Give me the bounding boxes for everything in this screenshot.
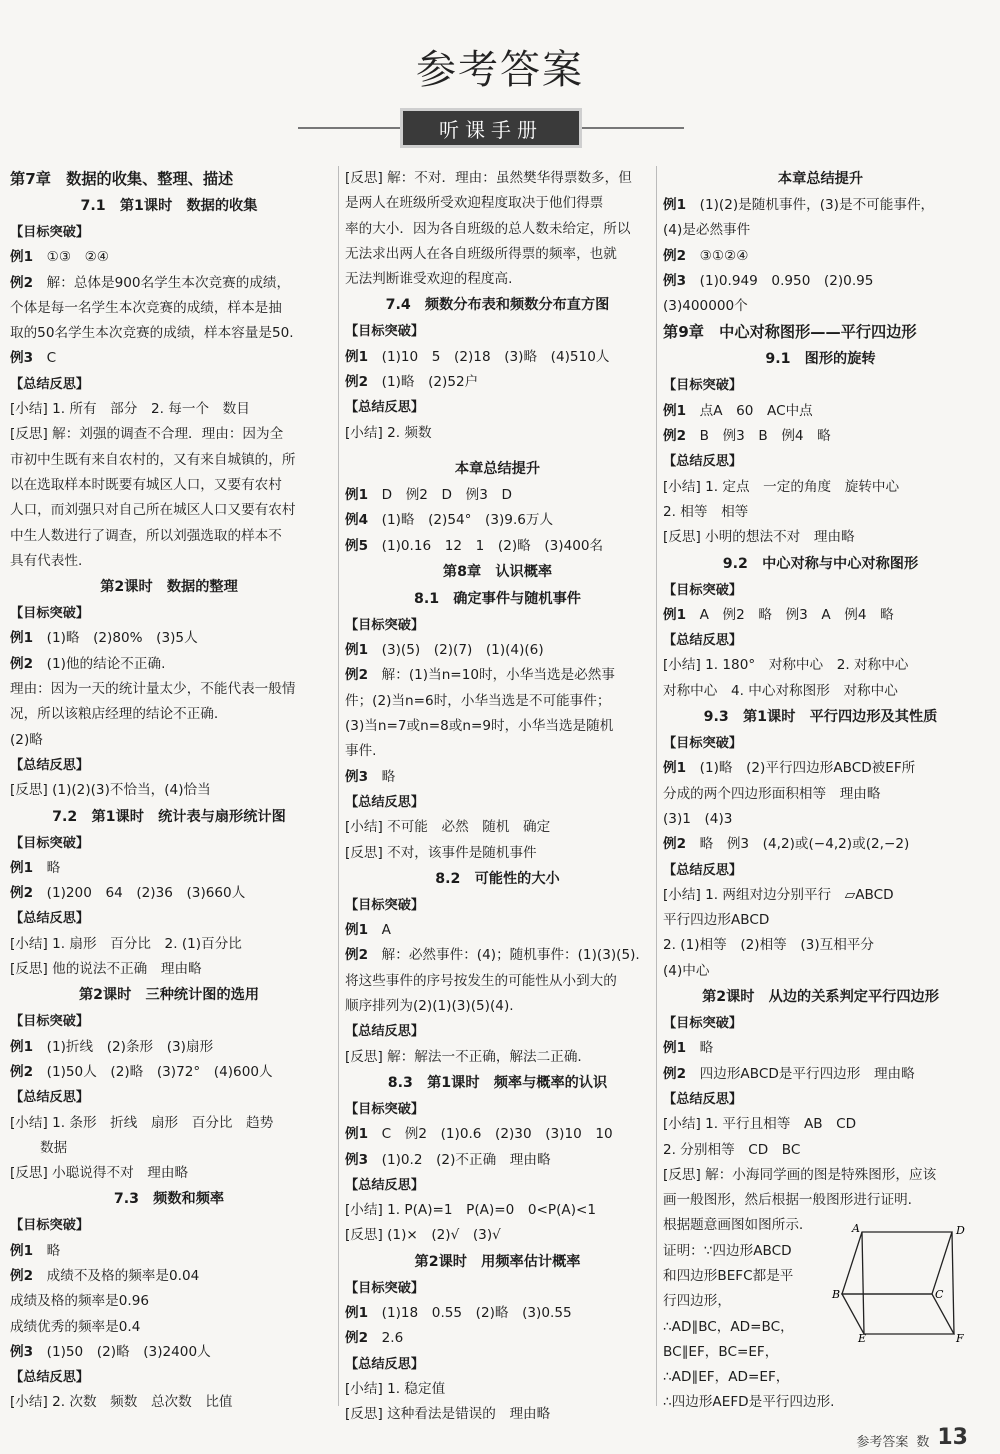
example-line bbox=[345, 1326, 650, 1351]
example-answer: (1)50 (2)略 (3)2400人 bbox=[46, 1343, 211, 1360]
example-line bbox=[10, 1340, 328, 1365]
section-heading: 第2课时 数据的整理 bbox=[100, 579, 238, 596]
answer-line: [小结] 1. 所有 部分 2. 每一个 数目 bbox=[10, 401, 250, 418]
example-answer: 略 bbox=[699, 1040, 714, 1057]
example-line bbox=[345, 638, 650, 663]
section-heading: 第2课时 从边的关系判定平行四边形 bbox=[702, 989, 939, 1006]
answer-line: [小结] 1. 扇形 百分比 2. (1)百分比 bbox=[10, 935, 242, 952]
example-line bbox=[663, 424, 978, 449]
section-heading: 8.1 确定事件与随机事件 bbox=[413, 590, 581, 607]
example-label: 例1 bbox=[10, 1038, 34, 1055]
example-answer: A bbox=[381, 922, 391, 939]
example-line bbox=[345, 663, 650, 688]
example-answer: (1)略 (2)52户 bbox=[381, 374, 479, 391]
section-tag: 【总结反思】 bbox=[10, 911, 90, 927]
example-label: 例1 bbox=[345, 1126, 369, 1143]
example-label: 例2 bbox=[663, 836, 687, 853]
example-answer: (1)略 (2)54° (3)9.6万人 bbox=[381, 512, 554, 529]
example-answer: B 例3 B 例4 略 bbox=[699, 428, 831, 445]
example-label: 例1 bbox=[10, 249, 34, 266]
answer-line: 证明：∵四边形ABCD bbox=[663, 1242, 792, 1259]
example-line bbox=[663, 399, 978, 424]
section-tag: 【目标突破】 bbox=[10, 1218, 90, 1234]
section-tag: 【目标突破】 bbox=[663, 736, 743, 752]
example-label: 例3 bbox=[345, 1151, 369, 1168]
label-e: E bbox=[858, 1332, 867, 1345]
answer-line: (3)1 (4)3 bbox=[663, 810, 733, 827]
section-tag: 【总结反思】 bbox=[10, 1090, 90, 1106]
answer-line: [小结] 2. 频数 bbox=[345, 424, 432, 441]
example-answer: 略 bbox=[381, 768, 396, 785]
label-f: F bbox=[956, 1332, 964, 1345]
example-label: 例1 bbox=[10, 630, 34, 647]
example-line bbox=[663, 269, 978, 294]
example-label: 例4 bbox=[345, 512, 369, 529]
answer-line: 2. 分别相等 CD BC bbox=[663, 1141, 801, 1158]
section-heading: 9.3 第1课时 平行四边形及其性质 bbox=[703, 709, 938, 726]
section-tag: 【目标突破】 bbox=[10, 225, 90, 240]
example-label: 例2 bbox=[345, 1330, 369, 1347]
answer-line: 根据题意画图如图所示. bbox=[663, 1217, 804, 1234]
example-answer: (1)0.16 12 1 (2)略 (3)400名 bbox=[381, 537, 604, 554]
example-label: 例2 bbox=[345, 947, 369, 964]
banner-rule-right bbox=[582, 127, 684, 129]
example-label: 例5 bbox=[345, 537, 369, 554]
example-label: 例2 bbox=[10, 1063, 34, 1080]
answer-line: [反思] 解：刘强的调查不合理．理由：因为全 bbox=[10, 426, 284, 443]
answer-line: ∴四边形AEFD是平行四边形. bbox=[663, 1394, 835, 1411]
section-tag: 【总结反思】 bbox=[663, 1091, 743, 1107]
example-answer: C bbox=[46, 350, 57, 367]
section-tag: 【目标突破】 bbox=[663, 378, 743, 394]
section-heading: 8.2 可能性的大小 bbox=[435, 870, 560, 887]
page-title: 参考答案 bbox=[416, 47, 584, 93]
example-answer: 略 bbox=[46, 859, 61, 876]
answer-line: 行四边形， bbox=[663, 1293, 731, 1310]
section-heading: 本章总结提升 bbox=[454, 460, 541, 477]
example-label: 例2 bbox=[10, 1267, 34, 1284]
example-label: 例3 bbox=[10, 350, 34, 367]
answer-column-1 bbox=[10, 166, 328, 1411]
answer-line: 率的大小．因为各自班级的总人数未给定，所以 bbox=[345, 220, 631, 237]
answer-line: [小结] 1. P(A)=1 P(A)=0 0<P(A)<1 bbox=[345, 1202, 597, 1219]
example-label: 例2 bbox=[345, 667, 369, 684]
section-banner: 听课手册 bbox=[400, 108, 582, 148]
example-label: 例1 bbox=[10, 1242, 34, 1259]
answer-line: ∴AD∥EF，AD=EF， bbox=[663, 1369, 790, 1386]
example-line bbox=[10, 1060, 328, 1085]
example-label: 例1 bbox=[345, 922, 369, 939]
example-answer: 略 例3 (4,2)或(−4,2)或(2,−2) bbox=[699, 836, 910, 853]
spacer bbox=[345, 446, 650, 456]
example-answer: 2.6 bbox=[381, 1330, 404, 1347]
answer-line: (3)当n=7或n=8或n=9时，小华当选是随机 bbox=[345, 718, 614, 735]
example-line bbox=[345, 370, 650, 395]
example-line bbox=[663, 1036, 978, 1061]
banner-rule-left bbox=[298, 127, 400, 129]
example-line bbox=[663, 603, 978, 628]
answer-line: 成绩优秀的频率是0.4 bbox=[10, 1318, 141, 1335]
example-answer: (1)0.949 0.950 (2)0.95 bbox=[699, 272, 874, 289]
answer-line: [小结] 1. 平行且相等 AB CD bbox=[663, 1116, 857, 1133]
example-label: 例3 bbox=[663, 272, 687, 289]
example-answer: (1)200 64 (2)36 (3)660人 bbox=[46, 885, 246, 902]
example-answer: ③①②④ bbox=[699, 247, 749, 264]
answer-line: [反思] 小明的想法不对 理由略 bbox=[663, 529, 855, 546]
section-tag: 【目标突破】 bbox=[663, 1016, 743, 1032]
example-label: 例3 bbox=[10, 1343, 34, 1360]
example-line bbox=[663, 244, 978, 269]
example-label: 例1 bbox=[345, 348, 369, 365]
example-line bbox=[663, 756, 978, 781]
example-answer: D 例2 D 例3 D bbox=[381, 486, 512, 503]
section-tag: 【目标突破】 bbox=[345, 1280, 425, 1296]
answer-line: 顺序排列为(2)(1)(3)(5)(4). bbox=[345, 998, 514, 1015]
answer-line: [反思] (1)× (2)√ (3)√ bbox=[345, 1227, 501, 1244]
example-line bbox=[345, 1122, 650, 1147]
page-footer bbox=[856, 1425, 968, 1450]
section-tag: 【总结反思】 bbox=[345, 1356, 425, 1372]
section-tag: 【目标突破】 bbox=[10, 606, 90, 622]
answer-line: [反思] 小聪说得不对 理由略 bbox=[10, 1165, 189, 1182]
example-line bbox=[10, 856, 328, 881]
section-tag: 【目标突破】 bbox=[345, 897, 425, 913]
answer-line: [反思] 解：小海同学画的图是特殊图形，应该 bbox=[663, 1166, 937, 1183]
answer-line: [反思] 解：不对．理由：虽然樊华得票数多，但 bbox=[345, 170, 632, 186]
section-heading: 8.3 第1课时 频率与概率的认识 bbox=[387, 1074, 608, 1091]
answer-line: 对称中心 4. 中心对称图形 对称中心 bbox=[663, 682, 898, 699]
example-line bbox=[345, 1148, 650, 1173]
answer-line: [小结] 1. 两组对边分别平行 ▱ABCD bbox=[663, 886, 894, 903]
answer-line: 取的50名学生本次竞赛的成绩，样本容量是50. bbox=[10, 325, 294, 342]
example-answer: (1)(2)是随机事件，(3)是不可能事件， bbox=[699, 197, 935, 213]
answer-line: 无法求出两人在各自班级所得票的频率，也就 bbox=[345, 245, 617, 262]
answer-column-3 bbox=[656, 166, 978, 1411]
example-line bbox=[663, 1062, 978, 1087]
example-answer: ①③ ②④ bbox=[46, 249, 109, 266]
answer-line: 况，所以该粮店经理的结论不正确. bbox=[10, 706, 219, 723]
answer-line: [反思] 他的说法不正确 理由略 bbox=[10, 961, 202, 978]
example-line bbox=[663, 832, 978, 857]
example-answer: 点A 60 AC中点 bbox=[699, 402, 813, 419]
answer-line: (3)400000个 bbox=[663, 298, 748, 315]
section-tag: 【目标突破】 bbox=[10, 835, 90, 851]
example-line bbox=[345, 918, 650, 943]
answer-line: (4)是必然事件 bbox=[663, 222, 751, 239]
answer-line: 将这些事件的序号按发生的可能性从小到大的 bbox=[345, 972, 617, 989]
section-heading: 7.2 第1课时 统计表与扇形统计图 bbox=[52, 808, 286, 825]
example-answer: 解：总体是900名学生本次竞赛的成绩， bbox=[46, 274, 291, 291]
section-heading: 第2课时 用频率估计概率 bbox=[414, 1253, 581, 1270]
answer-column-2 bbox=[338, 166, 650, 1423]
answer-line: ∴AD∥BC，AD=BC， bbox=[663, 1318, 794, 1335]
example-answer: (1)10 5 (2)18 (3)略 (4)510人 bbox=[381, 348, 610, 365]
answer-line: (2)略 bbox=[10, 731, 43, 748]
answer-line: 个体是每一名学生本次竞赛的成绩，样本是抽 bbox=[10, 299, 282, 316]
segment-df bbox=[952, 1232, 954, 1334]
label-a: A bbox=[852, 1222, 860, 1235]
answer-line: BC∥EF，BC=EF， bbox=[663, 1343, 779, 1360]
label-c: C bbox=[935, 1288, 944, 1301]
example-answer: (1)0.2 (2)不正确 理由略 bbox=[381, 1151, 551, 1168]
example-answer: (1)折线 (2)条形 (3)扇形 bbox=[46, 1038, 214, 1055]
answer-line: 2. (1)相等 (2)相等 (3)互相平分 bbox=[663, 937, 874, 954]
section-tag: 【总结反思】 bbox=[10, 757, 90, 773]
section-tag: 【目标突破】 bbox=[345, 324, 425, 340]
example-label: 例2 bbox=[663, 1065, 687, 1082]
page-number: 13 bbox=[937, 1425, 968, 1450]
example-line bbox=[10, 1264, 328, 1289]
example-label: 例1 bbox=[663, 760, 687, 777]
label-b: B bbox=[832, 1288, 841, 1301]
example-label: 例2 bbox=[663, 428, 687, 445]
example-label: 例1 bbox=[345, 642, 369, 659]
section-heading: 9.1 图形的旋转 bbox=[765, 351, 876, 368]
example-label: 例1 bbox=[663, 1040, 687, 1057]
answer-line: [小结] 1. 180° 对称中心 2. 对称中心 bbox=[663, 657, 909, 674]
answer-line: 件；(2)当n=6时，小华当选是不可能事件； bbox=[345, 692, 611, 709]
footer-label: 参考答案 bbox=[856, 1435, 909, 1450]
example-label: 例1 bbox=[663, 197, 687, 213]
example-label: 例2 bbox=[10, 274, 34, 291]
example-answer: (1)50人 (2)略 (3)72° (4)600人 bbox=[46, 1063, 273, 1080]
example-line bbox=[345, 483, 650, 508]
answer-line: [小结] 不可能 必然 随机 确定 bbox=[345, 819, 551, 836]
example-label: 例2 bbox=[663, 247, 687, 264]
example-line bbox=[345, 534, 650, 559]
example-answer: 成绩不及格的频率是0.04 bbox=[46, 1267, 200, 1284]
section-heading: 9.2 中心对称与中心对称图形 bbox=[722, 555, 919, 572]
example-line bbox=[345, 943, 650, 968]
answer-line: 平行四边形ABCD bbox=[663, 912, 770, 929]
answer-line: [小结] 1. 稳定值 bbox=[345, 1380, 446, 1397]
section-heading: 第2课时 三种统计图的选用 bbox=[78, 987, 260, 1004]
example-line bbox=[345, 765, 650, 790]
section-heading: 7.1 第1课时 数据的收集 bbox=[80, 198, 258, 214]
section-heading: 7.4 频数分布表和频数分布直方图 bbox=[385, 297, 610, 314]
example-label: 例1 bbox=[345, 1304, 369, 1321]
example-answer: (1)略 (2)平行四边形ABCD被EF所 bbox=[699, 760, 916, 777]
example-answer: 解：必然事件：(4)；随机事件：(1)(3)(5). bbox=[381, 947, 640, 964]
example-answer: (3)(5) (2)(7) (1)(4)(6) bbox=[381, 642, 544, 659]
section-tag: 【总结反思】 bbox=[663, 633, 743, 649]
answer-line: 分成的两个四边形面积相等 理由略 bbox=[663, 785, 881, 802]
example-line bbox=[663, 193, 978, 218]
answer-line: [反思] 这种看法是错误的 理由略 bbox=[345, 1406, 551, 1423]
answer-line: [小结] 1. 定点 一定的角度 旋转中心 bbox=[663, 478, 900, 495]
example-answer: C 例2 (1)0.6 (2)30 (3)10 10 bbox=[381, 1126, 613, 1143]
example-label: 例2 bbox=[345, 374, 369, 391]
example-answer: (1)略 (2)80% (3)5人 bbox=[46, 630, 198, 647]
answer-line: 中生人数进行了调查，所以刘强选取的样本不 bbox=[10, 527, 282, 544]
section-tag: 【总结反思】 bbox=[345, 1024, 425, 1040]
example-label: 例3 bbox=[345, 768, 369, 785]
parallelogram-abcd bbox=[842, 1232, 952, 1294]
answer-line: 以在选取样本时既要有城区人口，又要有农村 bbox=[10, 476, 282, 493]
example-line bbox=[345, 345, 650, 370]
example-line bbox=[345, 1301, 650, 1326]
example-line bbox=[10, 652, 328, 677]
segment-ae bbox=[862, 1232, 864, 1334]
answer-line: 画一般图形，然后根据一般图形进行证明. bbox=[663, 1192, 913, 1209]
example-line bbox=[10, 1239, 328, 1264]
label-d: D bbox=[956, 1224, 965, 1237]
example-label: 例1 bbox=[10, 859, 34, 876]
answer-line: 人口，而刘强只对自己所在城区人口又要有农村 bbox=[10, 502, 296, 519]
answer-line: 具有代表性. bbox=[10, 552, 83, 569]
answer-line: 2. 相等 相等 bbox=[663, 503, 749, 520]
answer-line: 市初中生既有来自农村的，又有来自城镇的，所 bbox=[10, 451, 296, 468]
example-answer: A 例2 略 例3 A 例4 略 bbox=[699, 606, 894, 623]
example-line bbox=[10, 626, 328, 651]
example-label: 例2 bbox=[10, 885, 34, 902]
example-line bbox=[10, 245, 328, 270]
answer-line: 理由：因为一天的统计量太少，不能代表一般情 bbox=[10, 681, 296, 698]
answer-line: 是两人在班级所受欢迎程度取决于他们得票 bbox=[345, 195, 604, 212]
example-line bbox=[10, 881, 328, 906]
example-answer: 解：(1)当n=10时，小华当选是必然事 bbox=[381, 667, 615, 684]
example-line bbox=[345, 508, 650, 533]
example-answer: 四边形ABCD是平行四边形 理由略 bbox=[699, 1065, 915, 1082]
chapter-heading: 第9章 中心对称图形——平行四边形 bbox=[663, 323, 917, 342]
example-line bbox=[10, 271, 328, 296]
section-tag: 【总结反思】 bbox=[345, 1177, 425, 1193]
section-tag: 【总结反思】 bbox=[10, 376, 90, 392]
section-tag: 【总结反思】 bbox=[663, 454, 743, 470]
answer-line: 数据 bbox=[40, 1139, 68, 1156]
footer-subject: 数 bbox=[916, 1435, 930, 1450]
parallelogram-diagram bbox=[832, 1222, 972, 1345]
section-heading: 第8章 认识概率 bbox=[442, 563, 553, 580]
section-heading: 本章总结提升 bbox=[777, 171, 864, 187]
section-heading: 7.3 频数和频率 bbox=[113, 1191, 225, 1208]
section-tag: 【总结反思】 bbox=[663, 862, 743, 878]
chapter-heading: 第7章 数据的收集、整理、描述 bbox=[10, 170, 234, 188]
answer-line: 成绩及格的频率是0.96 bbox=[10, 1293, 150, 1310]
example-line bbox=[10, 1035, 328, 1060]
answer-line: 事件. bbox=[345, 743, 377, 760]
section-tag: 【目标突破】 bbox=[345, 1101, 425, 1117]
answer-line: [小结] 2. 次数 频数 总次数 比值 bbox=[10, 1394, 233, 1411]
section-tag: 【目标突破】 bbox=[345, 617, 425, 633]
section-tag: 【目标突破】 bbox=[10, 1014, 90, 1030]
example-answer: 略 bbox=[46, 1242, 61, 1259]
answer-line: [反思] 不对，该事件是随机事件 bbox=[345, 844, 537, 861]
answer-line: (4)中心 bbox=[663, 962, 710, 979]
answer-line: [反思] (1)(2)(3)不恰当，(4)恰当 bbox=[10, 782, 211, 799]
section-tag: 【总结反思】 bbox=[345, 400, 425, 416]
example-label: 例1 bbox=[345, 486, 369, 503]
answer-line: [小结] 1. 条形 折线 扇形 百分比 趋势 bbox=[10, 1114, 274, 1131]
section-tag: 【目标突破】 bbox=[663, 582, 743, 598]
example-label: 例1 bbox=[663, 606, 687, 623]
answer-line: 和四边形BEFC都是平 bbox=[663, 1267, 794, 1284]
answer-line: 无法判断谁受欢迎的程度高. bbox=[345, 271, 513, 288]
section-tag: 【总结反思】 bbox=[345, 794, 425, 810]
example-answer: (1)他的结论不正确. bbox=[46, 655, 166, 672]
example-answer: (1)18 0.55 (2)略 (3)0.55 bbox=[381, 1304, 572, 1321]
answer-line: [反思] 解：解法一不正确，解法二正确. bbox=[345, 1048, 582, 1065]
example-line bbox=[10, 346, 328, 371]
example-label: 例1 bbox=[663, 402, 687, 419]
section-tag: 【总结反思】 bbox=[10, 1370, 90, 1386]
example-label: 例2 bbox=[10, 655, 34, 672]
